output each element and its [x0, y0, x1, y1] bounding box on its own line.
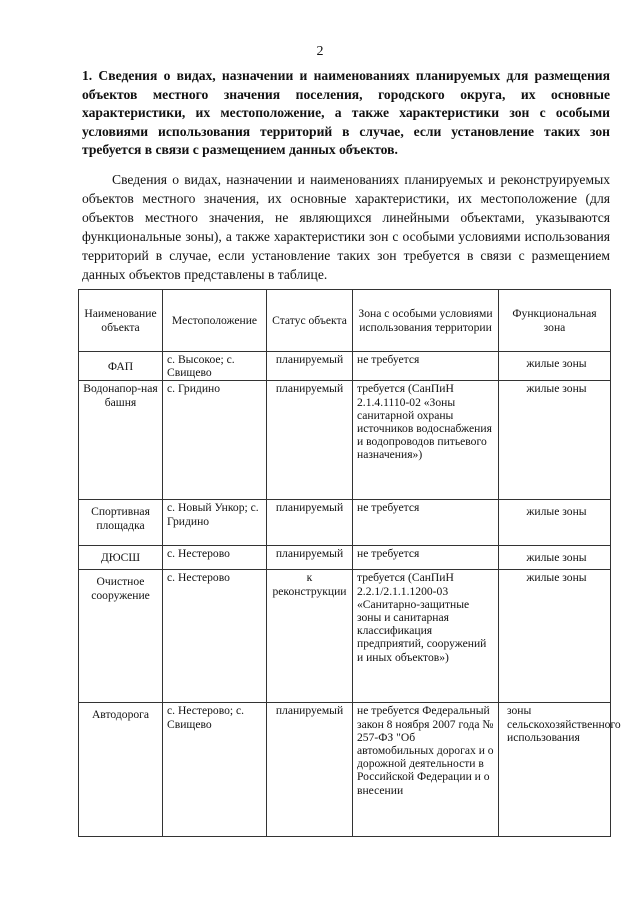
cell-location: с. Гридино: [163, 381, 267, 500]
cell-name: ДЮСШ: [79, 546, 163, 570]
cell-location: с. Нестерово: [163, 570, 267, 703]
cell-functional: жилые зоны: [499, 546, 611, 570]
cell-zone: не требуется: [353, 546, 499, 570]
cell-zone: не требуется: [353, 352, 499, 381]
cell-zone: требуется (СанПиН 2.2.1/2.1.1.1200-03 «Санитарно-защитные зоны и санитарная классификация предприятий, сооружений и иных объектов»): [353, 570, 499, 703]
table-header-row: [79, 290, 611, 352]
cell-status: планируемый: [267, 703, 353, 837]
header-zone: Зона с особыми условиями использования территории: [353, 290, 499, 352]
table-row: [79, 570, 611, 703]
table-row: [79, 500, 611, 546]
cell-status: планируемый: [267, 546, 353, 570]
page-number: 2: [316, 44, 324, 59]
cell-zone: не требуется: [353, 500, 499, 546]
intro-paragraph: Сведения о видах, назначении и наименованиях планируемых и реконструируемых объектов местного значения, их основные характеристики, их местоположение (для объектов местного значения, не являющихся линейными объектами, указываются функциональные зоны), а также характеристики зон с особыми условиями использования территорий в случае, если установление таких зон требуется в связи с размещением данных объектов представлены в таблице.: [82, 172, 610, 282]
cell-status: к реконструкции: [267, 570, 353, 703]
cell-zone: требуется (СанПиН 2.1.4.1110-02 «Зоны санитарной охраны источников водоснабжения и водопроводов питьевого назначения»): [353, 381, 499, 500]
cell-location: с. Нестерово; с. Свищево: [163, 703, 267, 837]
cell-location: с. Высокое; с. Свищево: [163, 352, 267, 381]
cell-name: Очистное сооружение: [79, 570, 163, 703]
table-row: [79, 352, 611, 381]
table-row: [79, 546, 611, 570]
header-status: Статус объекта: [267, 290, 353, 352]
cell-functional: жилые зоны: [499, 352, 611, 381]
header-functional: Функциональная зона: [499, 290, 611, 352]
table-row: [79, 381, 611, 500]
cell-functional: жилые зоны: [499, 381, 611, 500]
cell-location: с. Нестерово: [163, 546, 267, 570]
cell-zone: не требуется Федеральный закон 8 ноября 2007 года № 257-ФЗ "Об автомобильных дорогах и о дорожной деятельности в Российской Федерации и о внесении: [353, 703, 499, 837]
cell-name: Спортивная площадка: [79, 500, 163, 546]
cell-functional: жилые зоны: [499, 570, 611, 703]
section-heading: 1. Сведения о видах, назначении и наименованиях планируемых для размещения объектов местного значения поселения, городского округа, их основные характеристики, их местоположение, а также характеристики зон с особыми условиями использования территорий в случае, если установление таких зон требуется в связи с размещением данных объектов.: [82, 68, 610, 158]
cell-name: Автодорога: [79, 703, 163, 837]
cell-status: планируемый: [267, 500, 353, 546]
cell-status: планируемый: [267, 352, 353, 381]
header-name: Наименование объекта: [79, 290, 163, 352]
objects-table: [78, 289, 621, 837]
cell-status: планируемый: [267, 381, 353, 500]
cell-name: ФАП: [79, 352, 163, 381]
cell-functional: жилые зоны: [499, 500, 611, 546]
cell-location: с. Новый Ункор; с. Гридино: [163, 500, 267, 546]
header-location: Местоположение: [163, 290, 267, 352]
cell-name: Водонапор-ная башня: [79, 381, 163, 500]
cell-functional: зоны сельскохозяйственного использования: [499, 703, 611, 837]
table-row: [79, 703, 611, 837]
